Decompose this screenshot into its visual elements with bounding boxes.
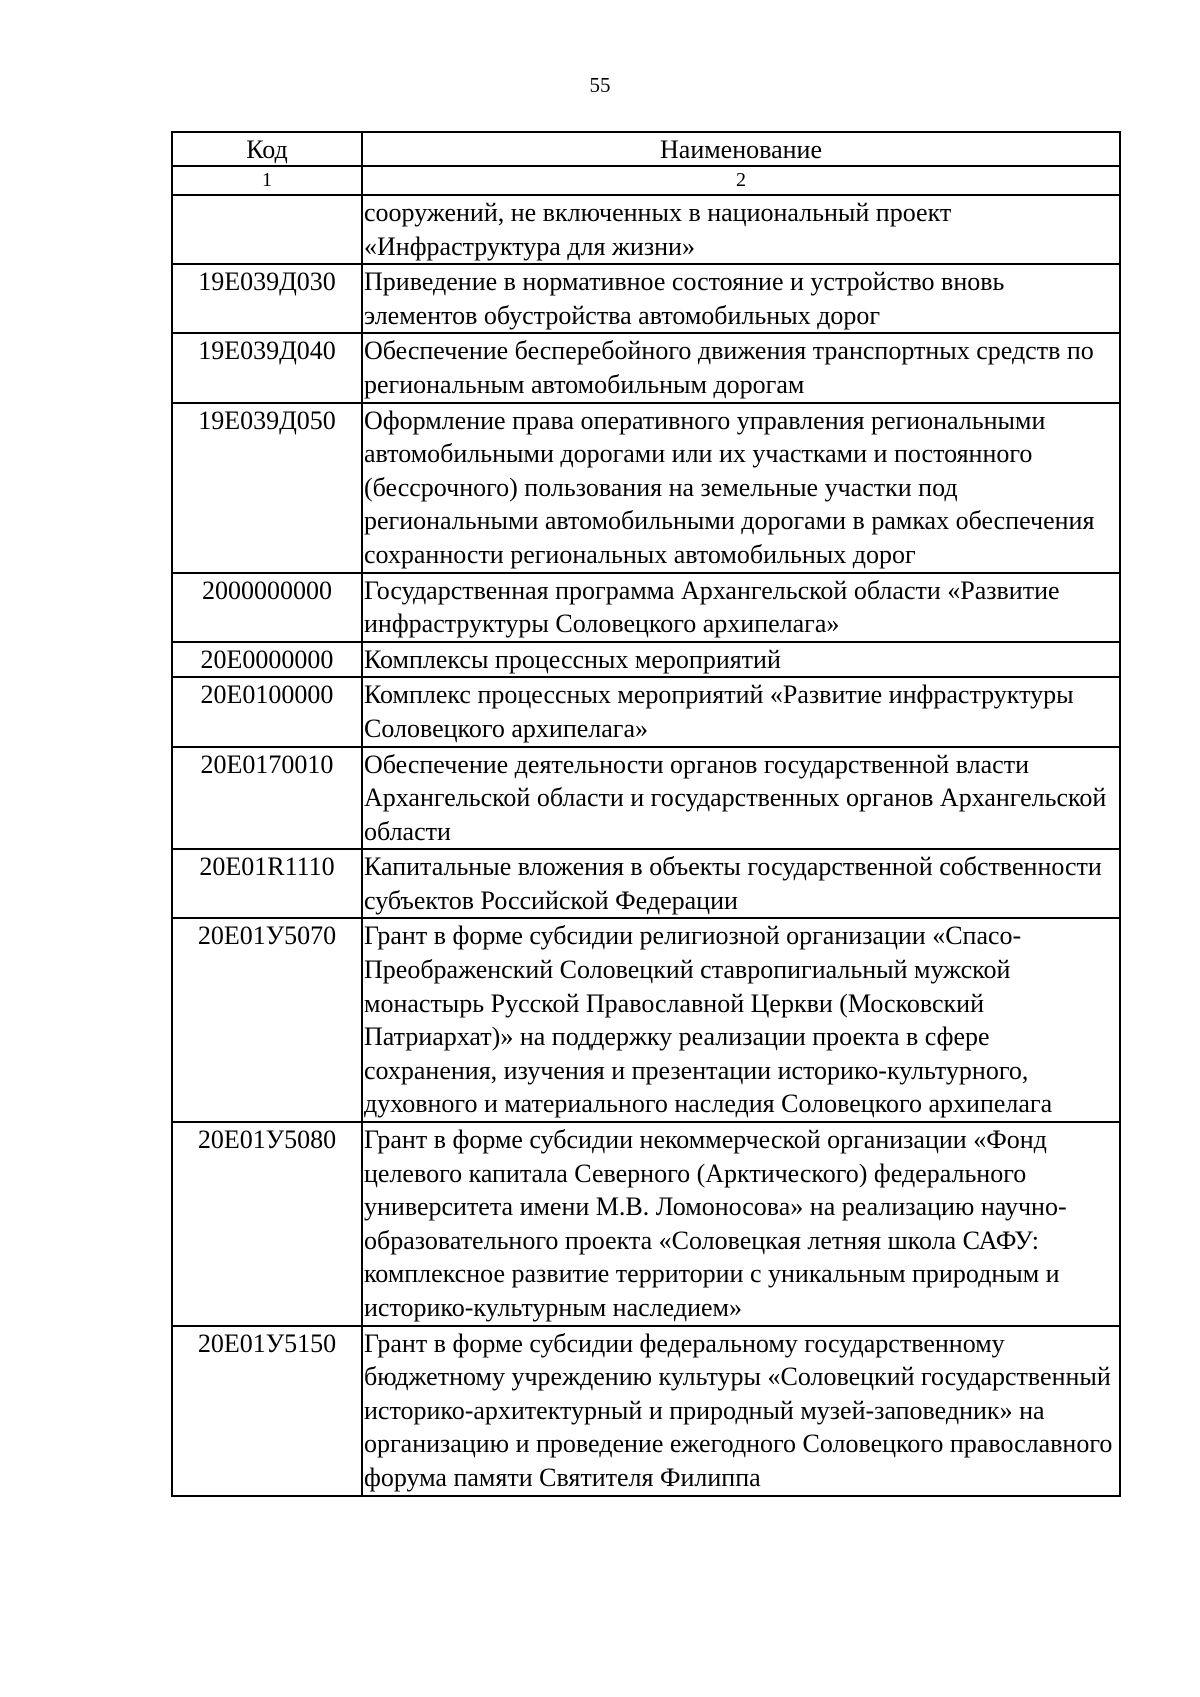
table-row: [172, 677, 1120, 746]
row-name: Грант в форме субсидии федеральному государственному бюджетному учреждению культуры «Соловецкий государственный историко-архитектурный и природный музей-заповедник» на организацию и проведение ежегодного Соловецкого православного форума памяти Святителя Филиппа: [362, 1326, 1120, 1496]
row-name: Обеспечение деятельности органов государственной власти Архангельской области и государственных органов Архангельской области: [362, 747, 1120, 850]
row-code: 20Е0100000: [172, 677, 362, 746]
row-name: Капитальные вложения в объекты государственной собственности субъектов Российской Федерации: [362, 849, 1120, 918]
column-number-code: 1: [172, 166, 362, 195]
row-name: Грант в форме субсидии религиозной организации «Спасо-Преображенский Соловецкий ставропигиальный мужской монастырь Русской Православной Церкви (Московский Патриархат)» на поддержку реализации проекта в сфере сохранения, изучения и презентации историко-культурного, духовного и материального наследия Соловецкого архипелага: [362, 918, 1120, 1122]
table-row: [172, 573, 1120, 642]
table-row: [172, 195, 1120, 264]
row-code: 20Е0170010: [172, 747, 362, 850]
row-name: сооружений, не включенных в национальный проект «Инфраструктура для жизни»: [362, 195, 1120, 264]
row-code: 20Е01R1110: [172, 849, 362, 918]
row-name: Комплекс процессных мероприятий «Развитие инфраструктуры Соловецкого архипелага»: [362, 677, 1120, 746]
table-row: [172, 1122, 1120, 1326]
row-code: 20Е01У5080: [172, 1122, 362, 1326]
row-name: Государственная программа Архангельской области «Развитие инфраструктуры Соловецкого архипелага»: [362, 573, 1120, 642]
column-number-name: 2: [362, 166, 1120, 195]
page-number: 55: [589, 73, 611, 97]
table-row: [172, 747, 1120, 850]
header-name: Наименование: [362, 132, 1120, 166]
header-code: Код: [172, 132, 362, 166]
table-row: [172, 918, 1120, 1122]
budget-code-table: [171, 131, 1121, 1497]
table-row: [172, 403, 1120, 573]
table-row: [172, 849, 1120, 918]
row-code: 20Е0000000: [172, 642, 362, 678]
table-row: [172, 264, 1120, 333]
row-code: 19Е039Д050: [172, 403, 362, 573]
row-code: 20Е01У5150: [172, 1326, 362, 1496]
table-header-row: [172, 132, 1120, 166]
row-name: Оформление права оперативного управления региональными автомобильными дорогами или их участками и постоянного (бессрочного) пользования на земельные участки под региональными автомобильными дорогами в рамках обеспечения сохранности региональных автомобильных дорог: [362, 403, 1120, 573]
row-code: 19Е039Д030: [172, 264, 362, 333]
row-code: 19Е039Д040: [172, 333, 362, 402]
table-row: [172, 642, 1120, 678]
row-name: Приведение в нормативное состояние и устройство вновь элементов обустройства автомобильных дорог: [362, 264, 1120, 333]
row-name: Грант в форме субсидии некоммерческой организации «Фонд целевого капитала Северного (Арктического) федерального университета имени М.В. Ломоносова» на реализацию научно-образовательного проекта «Соловецкая летняя школа САФУ: комплексное развитие территории с уникальным природным и историко-культурным наследием»: [362, 1122, 1120, 1326]
row-name: Комплексы процессных мероприятий: [362, 642, 1120, 678]
row-name: Обеспечение бесперебойного движения транспортных средств по региональным автомобильным дорогам: [362, 333, 1120, 402]
row-code: 2000000000: [172, 573, 362, 642]
table-row: [172, 1326, 1120, 1496]
row-code: 20Е01У5070: [172, 918, 362, 1122]
row-code: [172, 195, 362, 264]
table-row: [172, 333, 1120, 402]
column-number-row: [172, 166, 1120, 195]
